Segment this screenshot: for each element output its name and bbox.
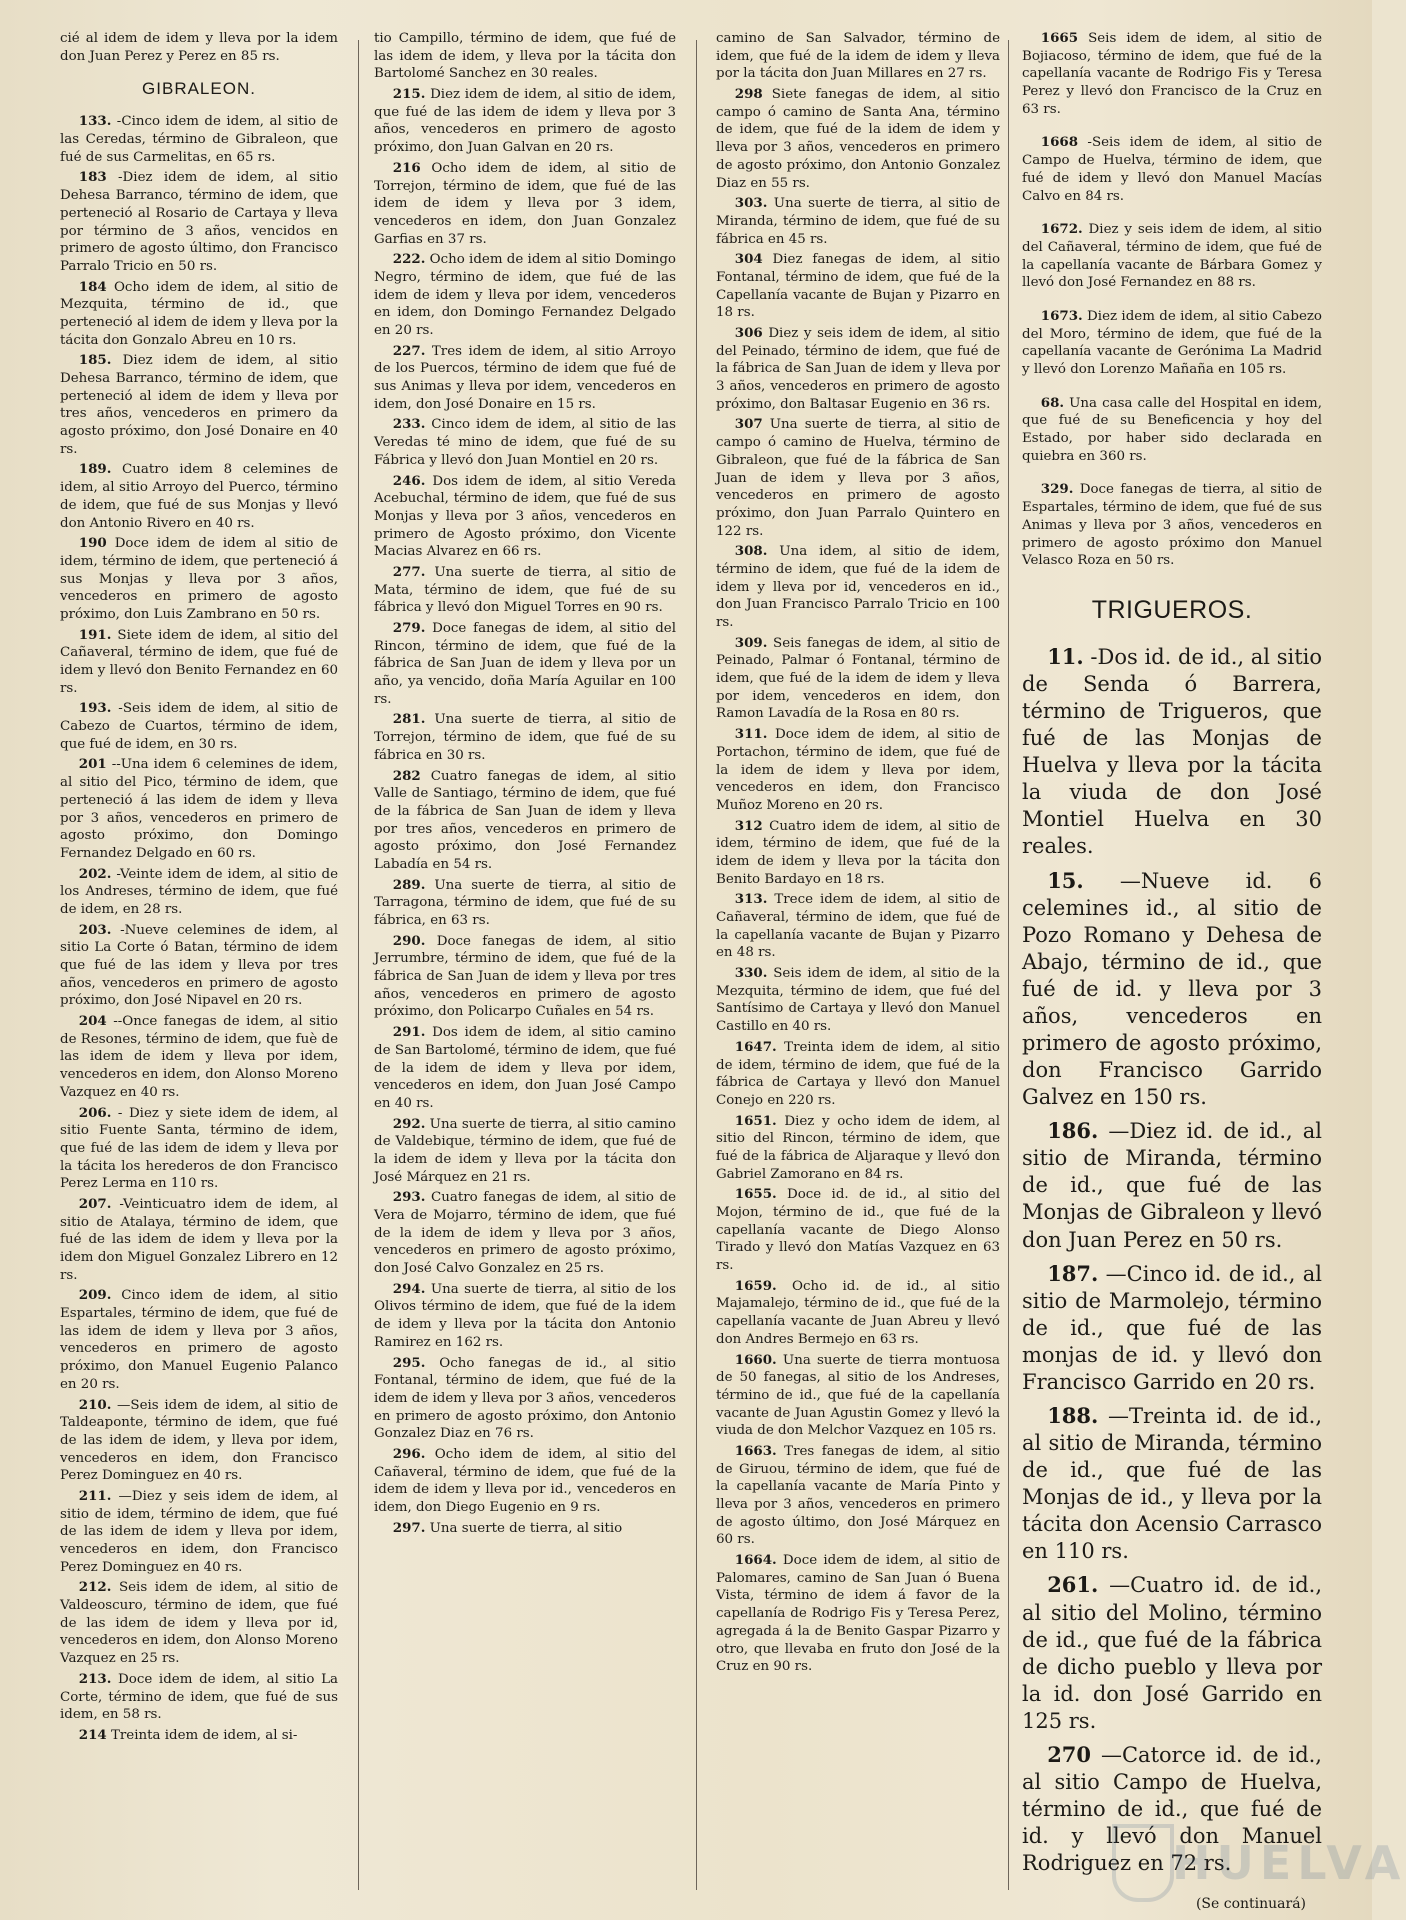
entry [716, 1039, 1000, 1110]
entry-number: 298 [734, 86, 763, 103]
entry-number: 233. [392, 416, 426, 433]
entry-number: 304 [734, 251, 763, 268]
shield-icon [1112, 1824, 1174, 1902]
entry [374, 620, 676, 708]
entry-text: —Cinco id. de id., al sitio de Marmolejo, término de id., que fué de las monjas de id. y llevó don Francisco Garrido en 20 rs. [1022, 1261, 1322, 1394]
entry-number: 187. [1047, 1260, 1099, 1286]
entry-text: Cinco idem de idem, al sitio de las Veredas té mino de idem, que fué de su Fábrica y llevó don Juan Montiel en 20 rs. [374, 417, 676, 468]
entry-number: 201 [78, 756, 107, 773]
entry [60, 1397, 338, 1485]
entry-text: Ocho id. de id., al sitio Majamalejo, término de id., que fué de la capellanía vacante de Juan Abreu y llevó don Andres Bermejo en 63 rs. [716, 1278, 1000, 1347]
entry [60, 1671, 338, 1724]
entry-text: Diez fanegas de idem, al sitio Fontanal, término de idem, que fué de la Capellanía vacante de Bujan y Pizarro en 18 rs. [716, 252, 1000, 321]
entry-text: Seis fanegas de idem, al sitio de Peinado, Palmar ó Fontanal, término de idem, que fué de la idem de idem y lleva por idem, vencederos en idem, don Ramon Lavadía de la Rosa en 80 rs. [716, 635, 1000, 722]
entry [60, 922, 338, 1010]
entry-text: Cuatro fanegas de idem, al sitio de Vera de Mojarro, término de idem, que fué de la idem de idem y lleva por 3 años, vencederos en primero de agosto próximo, don José Calvo Gonzalez en 25 rs. [374, 1190, 676, 1277]
entry-number: 212. [78, 1579, 112, 1596]
entry [1022, 1260, 1322, 1396]
entry-number: 1668 [1040, 134, 1079, 151]
entry-text: Cuatro idem 8 celemines de idem, al sitio Arroyo del Puerco, término de idem, que fué de sus Monjas y llevó don Antonio Rivero en 40 rs. [60, 462, 338, 531]
entry [1022, 643, 1322, 861]
entry [716, 818, 1000, 889]
continued-entry: tio Campillo, término de idem, que fué de las idem de idem, y lleva por la tácita don Bartolomé Sanchez en 30 reales. [374, 31, 676, 82]
entry-text: - Diez y siete idem de idem, al sitio Fuente Santa, término de idem, que fué de las idem de idem y lleva por la tácita los herederos de don Francisco Perez Lerma en 110 rs. [60, 1105, 338, 1192]
entry [716, 195, 1000, 248]
entry-text: Doce id. de id., al sitio del Mojon, término de id., que fué de la capellanía vacante de Diego Alonso Tirado y llevó don Matías Vazquez en 63 rs. [716, 1187, 1000, 1274]
column-4 [1022, 30, 1322, 1883]
entry-number: 303. [734, 195, 768, 212]
entry-number: 209. [78, 1287, 112, 1304]
entry-number: 186. [1047, 1118, 1099, 1144]
entry [60, 1105, 338, 1193]
entry-text: —Diez id. de id., al sitio de Miranda, término de id., que fué de las Monjas de Gibraleon y llevó don Juan Perez en 50 rs. [1022, 1119, 1322, 1252]
entry-text: Una suerte de tierra, al sitio de Tarragona, término de idem, que fué de su fábrica, en 63 rs. [374, 877, 676, 928]
entry-text: Cinco idem de idem, al sitio Espartales, término de idem, que fué de las idem de idem y lleva por 3 años, vencederos en primero de agosto próximo, don Manuel Eugenio Palanco en 20 rs. [60, 1288, 338, 1392]
entry-text: Ocho idem de idem, al sitio del Cañaveral, término de idem, que fué de la idem de idem y lleva por id., vencederos en idem, don Diego Eugenio en 9 rs. [374, 1446, 676, 1515]
entry [60, 535, 338, 623]
entry-number: 214 [78, 1726, 107, 1743]
entry [1022, 221, 1322, 292]
entry-list [716, 86, 1000, 1676]
entry-text: Ocho idem de idem, al sitio de Torrejon, término de idem, que fué de las idem de idem y lleva por 3 idem, vencederos en idem, don Juan Gonzalez Garfias en 37 rs. [374, 160, 676, 247]
entry [716, 1352, 1000, 1440]
entry-text: Diez y ocho idem de idem, al sitio del Rincon, término de idem, que fué de la fábrica de Aljaraque y llevó don Gabriel Zamorano en 84 rs. [716, 1113, 1000, 1182]
entry [716, 726, 1000, 814]
entry-number: 330. [734, 965, 768, 982]
entry [374, 416, 676, 469]
entry-text: Una suerte de tierra, al sitio de Mata, término de idem, que fué de su fábrica y llevó don Miguel Torres en 90 rs. [374, 564, 676, 616]
entry-number: 1660. [734, 1351, 777, 1368]
entry-text: Siete fanegas de idem, al sitio campo ó camino de Santa Ana, término de idem, que fué de la idem de idem y lleva por 3 años, vencederos en primero de agosto próximo, don Antonio Gonzalez Diaz en 55 rs. [716, 87, 1000, 191]
entry [716, 891, 1000, 962]
entry-text: Diez idem de idem, al sitio Cabezo del Moro, término de idem, que fué de la capellanía vacante de Gerónima La Madrid y llevó don Lorenzo Mañaña en 105 rs. [1022, 308, 1322, 377]
section-heading-trigueros: TRIGUEROS. [1091, 595, 1253, 624]
entry [374, 86, 676, 157]
entry-number: 185. [78, 352, 112, 369]
column-rule [696, 40, 697, 1890]
entry [374, 564, 676, 617]
entry-number: 312 [734, 817, 763, 834]
entry [374, 877, 676, 930]
entry-number: 227. [392, 342, 426, 359]
entry [1022, 30, 1322, 118]
entry [374, 768, 676, 874]
entry-list [1022, 30, 1322, 570]
entry-number: 1659. [734, 1277, 777, 1294]
entry-text: Tres idem de idem, al sitio Arroyo de los Puercos, término de idem que fué de sus Animas y lleva por idem, vencederos en idem, don José Donaire en 15 rs. [374, 343, 676, 412]
entry-number: 206. [78, 1104, 112, 1121]
entry-text: Seis idem de idem, al sitio de Bojiacoso, término de idem, que fué de la capellanía vacante de Rodrigo Fis y Teresa Perez y llevó don Francisco de la Cruz en 63 rs. [1022, 31, 1322, 117]
entry [1022, 308, 1322, 379]
entry [60, 866, 338, 919]
entry [716, 635, 1000, 723]
entry-number: 189. [78, 461, 112, 478]
entry [60, 113, 338, 166]
entry [60, 1488, 338, 1576]
entry-number: 133. [78, 113, 112, 130]
continued-entry: camino de San Salvador, término de idem, que fué de la idem de idem y lleva por la tácita don Juan Millares en 27 rs. [716, 31, 1000, 82]
entry-text: -Diez idem de idem, al sitio Dehesa Barranco, término de idem, que perteneció al Rosario de Cartaya y lleva por término de 3 años, vencidos en primero de agosto último, don Francisco Parralo Tricio en 50 rs. [60, 170, 338, 274]
entry-text: Doce fanegas de tierra, al sitio de Espartales, término de idem, que fué de sus Animas y lleva por 3 años, vencederos en primero de agosto próximo don Manuel Velasco Roza en 50 rs. [1022, 482, 1322, 569]
entry-number: 297. [392, 1519, 426, 1536]
entry-text: Diez idem de idem, al sitio Dehesa Barranco, término de idem, que perteneció al idem de idem y lleva por tres años, vencederos en primero da agosto próximo, don José Donaire en 40 rs. [60, 353, 338, 457]
entry [716, 325, 1000, 413]
entry-number: 1663. [734, 1442, 777, 1459]
entry-number: 294. [392, 1280, 426, 1297]
entry [1022, 1402, 1322, 1565]
entry [374, 1355, 676, 1443]
entry-text: Ocho fanegas de id., al sitio Fontanal, término de idem, que fué de la idem de idem y lleva por 3 años, vencederos en primero de agosto próximo, don Antonio Gonzalez Diaz en 76 rs. [374, 1355, 676, 1442]
entry-text: --Once fanegas de idem, al sitio de Resones, término de idem, que fuè de las idem de idem y lleva por idem, vencederos en idem, don Alonso Moreno Vazquez en 40 rs. [60, 1014, 338, 1100]
entry-text: Doce idem de idem, al sitio La Corte, término de idem, que fué de sus idem, en 58 rs. [60, 1671, 338, 1723]
entry-text: Diez y seis idem de idem, al sitio del Peinado, término de idem, que fué de la fábrica de San Juan de idem y lleva por 3 años, vencederos en primero de agosto próximo, don Baltasar Eugenio en 36 rs. [716, 326, 1000, 412]
entry [716, 251, 1000, 322]
entry [1022, 867, 1322, 1112]
entry-number: 296. [392, 1445, 426, 1462]
entry-text: Seis idem de idem, al sitio de la Mezquita, término de idem, que fué del Santísimo de Cartaya y llevó don Manuel Castillo en 40 rs. [716, 966, 1000, 1035]
entry [60, 352, 338, 458]
entry [716, 1186, 1000, 1274]
entry-text: Ocho idem de idem, al sitio de Mezquita, término de id., que perteneció al idem de idem y lleva por la tácita don Gonzalo Abreu en 10 rs. [60, 279, 338, 348]
archive-watermark [1072, 1776, 1406, 1916]
entry [716, 416, 1000, 540]
entry [374, 1281, 676, 1352]
entry-number: 1673. [1040, 307, 1083, 324]
entry-number: 15. [1047, 867, 1084, 893]
entry [60, 1196, 338, 1284]
entry-number: 282 [392, 767, 421, 784]
column-2 [374, 30, 676, 1540]
entry [716, 86, 1000, 192]
entry-text: —Treinta id. de id., al sitio de Miranda, término de id., que fué de las Monjas de id., y lleva por la tácita don Acensio Carrasco en 110 rs. [1022, 1403, 1322, 1564]
entry-text: Ocho idem de idem al sitio Domingo Negro, término de idem, que fué de las idem de idem y lleva por idem, vencederos en idem, don Domingo Fernandez Delgado en 20 rs. [374, 252, 676, 338]
entry [60, 279, 338, 350]
entry-number: 311. [734, 726, 768, 743]
entry-text: Diez y seis idem de idem, al sitio del Cañaveral, término de idem, que fué de la capellanía vacante de Bárbara Gomez y llevó don José Fernandez en 88 rs. [1022, 222, 1322, 291]
entry-number: 307 [734, 416, 763, 433]
entry-text: —Diez y seis idem de idem, al sitio de idem, término de idem, que fué de las idem de idem y lleva por idem, vencederos en idem, don Francisco Perez Dominguez en 40 rs. [60, 1488, 338, 1575]
entry-number: 313. [734, 891, 768, 908]
entry-text: -Dos id. de id., al sitio de Senda ó Barrera, término de Trigueros, que fué de las Monjas de Huelva y lleva por la tácita la viuda de don José Montiel Huelva en 30 reales. [1022, 644, 1322, 859]
entry-number: 279. [392, 620, 426, 636]
entry-text: -Seis idem de idem, al sitio de Campo de Huelva, término de idem, que fué de idem y llevó don Manuel Macías Calvo en 84 rs. [1022, 135, 1322, 204]
entry-number: 292. [392, 1115, 426, 1132]
entry-number: 1655. [734, 1186, 777, 1203]
entry [374, 1116, 676, 1187]
entry [60, 627, 338, 698]
entry-number: 204 [78, 1013, 107, 1030]
continued-entry: cié al idem de idem y lleva por la idem don Juan Perez y Perez en 85 rs. [60, 31, 338, 64]
entry [716, 1113, 1000, 1184]
entry-text: Treinta idem de idem, al sitio de idem, término de idem, que fué de la fábrica de Cartaya y llevó don Manuel Conejo en 220 rs. [716, 1039, 1000, 1108]
entry-number: 306 [734, 325, 763, 341]
column-1 [60, 30, 338, 1748]
entry-number: 213. [78, 1670, 112, 1687]
entry-list [1022, 643, 1322, 1877]
entry-text: Cuatro fanegas de idem, al sitio Valle de Santiago, término de idem, que fué de la fábrica de San Juan de idem y lleva por tres años, vencederos en primero de agosto próximo, don José Fernandez Labadía en 54 rs. [374, 768, 676, 872]
entry [374, 1520, 676, 1538]
entry-number: 309. [734, 634, 768, 651]
column-rule [1008, 40, 1009, 1890]
entry-number: 295. [392, 1354, 426, 1371]
entry-text: Una suerte de tierra montuosa de 50 fanegas, al sitio de los Andreses, término de id., que fué de la capellanía vacante de Juan Agustin Gomez y llevó la viuda de don Melchor Vazquez en 105 rs. [716, 1352, 1000, 1439]
entry [1022, 1571, 1322, 1734]
entry-number: 211. [78, 1487, 112, 1504]
entry-number: 281. [392, 711, 426, 728]
entry-text: Siete idem de idem, al sitio del Cañaveral, término de idem, que fué de idem y llevó don Benito Fernandez en 60 rs. [60, 627, 338, 696]
entry [716, 1278, 1000, 1349]
entry-text: Doce idem de idem, al sitio de Palomares, camino de San Juan ó Buena Vista, término de idem á favor de la capellanía de Rodrigo Fis y Teresa Perez, agregada á la de Benito Gaspar Pizarro y otro, que llevaba en fruto don José de la Cruz en 90 rs. [716, 1553, 1000, 1675]
entry-number: 1647. [734, 1038, 777, 1055]
entry-text: Dos idem de idem, al sitio camino de San Bartolomé, término de idem, que fué de la idem de idem y lleva por idem, vencederos en idem, don Juan José Campo en 40 rs. [374, 1025, 676, 1111]
entry-number: 190 [78, 535, 107, 552]
entry [716, 1443, 1000, 1549]
entry-text: -Veinticuatro idem de idem, al sitio de Atalaya, término de idem, que fué de las idem de idem y lleva por la idem don Miguel Gonzalez Librero en 12 rs. [60, 1196, 338, 1283]
entry-text: Una suerte de tierra, al sitio de Torrejon, término de idem, que fué de su fábrica en 30 rs. [374, 712, 676, 763]
entry-text: --Una idem 6 celemines de idem, al sitio del Pico, término de idem, que perteneció á las idem de idem y lleva por 3 años, vencederos en primero de agosto próximo, don Domingo Fernandez Delgado en 60 rs. [60, 757, 338, 861]
entry [374, 343, 676, 414]
entry [60, 461, 338, 532]
entry-text: -Cinco idem de idem, al sitio de las Ceredas, término de Gibraleon, que fué de sus Carmelitas, en 65 rs. [60, 114, 338, 165]
entry-number: 290. [392, 932, 426, 949]
entry-text: Una suerte de tierra, al sitio de los Olivos término de idem, que fué de la idem de idem y lleva por la tácita don Antonio Ramirez en 162 rs. [374, 1281, 676, 1350]
entry [60, 1013, 338, 1101]
entry [1022, 395, 1322, 466]
entry-number: 191. [78, 626, 112, 643]
section-heading-gibraleon: GIBRALEON. [142, 79, 256, 99]
watermark-text: HUELVA [1172, 1836, 1406, 1890]
entry-number: 68. [1040, 394, 1065, 411]
entry-text: Una suerte de tierra, al sitio de Miranda, término de idem, que fué de su fábrica en 45 rs. [716, 196, 1000, 247]
entry-number: 215. [392, 86, 426, 103]
entry [60, 756, 338, 862]
entry-number: 11. [1047, 643, 1084, 669]
entry-text: Diez idem de idem, al sitio de idem, que fué de las idem de idem y lleva por 3 años, vencederos en primero de agosto próximo, don Juan Galvan en 20 rs. [374, 87, 676, 156]
entry-text: Una idem, al sitio de idem, término de idem, que fué de la idem de idem y lleva por id, vencederos en id., don Juan Francisco Parralo Tricio en 100 rs. [716, 544, 1000, 630]
entry-text: —Seis idem de idem, al sitio de Taldeaponte, término de idem, que fué de las idem de idem, y lleva por idem, vencederos en idem, don Francisco Perez Dominguez en 40 rs. [60, 1397, 338, 1484]
entry-text: Cuatro idem de idem, al sitio de idem, término de idem, que fué de la idem de idem y lleva por la tácita don Benito Bardayo en 18 rs. [716, 818, 1000, 887]
entry-number: 1651. [734, 1112, 777, 1129]
entry-number: 291. [392, 1024, 426, 1041]
entry [60, 700, 338, 753]
entry-text: —Cuatro id. de id., al sitio del Molino, término de id., que fué de la fábrica de dicho pueblo y lleva por la id. don José Garrido en 125 rs. [1022, 1573, 1322, 1733]
entry [374, 933, 676, 1021]
entry [374, 251, 676, 339]
entry-text: Una suerte de tierra, al sitio [425, 1520, 623, 1536]
entry-number: 222. [392, 251, 426, 268]
entry [60, 1579, 338, 1667]
entry-text: Treinta idem de idem, al si- [106, 1727, 298, 1743]
entry-number: 308. [734, 543, 768, 560]
entry [60, 1727, 338, 1745]
entry-text: Una casa calle del Hospital en idem, que fué de su Beneficencia y hoy del Estado, por haber sido declarada en quiebra en 360 rs. [1022, 395, 1322, 464]
entry-text: -Veinte idem de idem, al sitio de los Andreses, término de idem, que fué de idem, en 28 rs. [60, 866, 338, 917]
entry-text: —Catorce id. de id., al sitio Campo de Huelva, término de id., que fué de id. y llevó don Manuel Rodriguez en 72 rs. [1022, 1742, 1322, 1876]
entry-number: 329. [1040, 481, 1074, 498]
entry [374, 160, 676, 248]
column-3 [716, 30, 1000, 1679]
entry [374, 1189, 676, 1277]
entry-list [60, 113, 338, 1744]
entry-number: 184 [78, 278, 107, 295]
entry [716, 1552, 1000, 1676]
entry-text: -Nueve celemines de idem, al sitio La Corte ó Batan, término de idem que fué de las idem y lleva por tres años, vencederos en primero de agosto próximo, don José Nipavel en 20 rs. [60, 922, 338, 1009]
entry-number: 207. [78, 1195, 112, 1212]
entry-number: 293. [392, 1189, 426, 1206]
entry-text: Doce fanegas de idem, al sitio Jerrumbre, término de idem, que fué de la fábrica de San Juan de idem y lleva por tres años, vencederos en primero de agosto próximo, don Policarpo Cuñales en 54 rs. [374, 933, 676, 1020]
entry-text: -Seis idem de idem, al sitio de Cabezo de Cuartos, término de idem, que fué de idem, en 30 rs. [60, 701, 338, 752]
entry [1022, 134, 1322, 205]
entry-number: 183 [78, 169, 107, 186]
entry [374, 1446, 676, 1517]
column-rule [358, 40, 359, 1890]
continuation-note: (Se continuará) [1195, 1896, 1306, 1912]
entry-number: 202. [78, 865, 112, 882]
entry-number: 289. [392, 876, 426, 893]
entry-text: Una suerte de tierra, al sitio de campo ó camino de Huelva, término de Gibraleon, que fué de la fábrica de San Juan de idem y lleva por 3 años, vencederos en primero de agosto próximo, don Juan Parralo Quintero en 122 rs. [716, 417, 1000, 539]
entry-text: Trece idem de idem, al sitio de Cañaveral, término de idem, que fué de la capellanía vacante de Bujan y Pizarro en 48 rs. [716, 892, 1000, 961]
entry-text: Una suerte de tierra, al sitio camino de Valdebique, término de idem, que fué de la idem de idem y lleva por la tácita don José Márquez en 21 rs. [374, 1116, 676, 1185]
entry-number: 246. [392, 472, 426, 489]
entry [1022, 1117, 1322, 1253]
entry [374, 1024, 676, 1112]
entry-number: 210. [78, 1396, 112, 1413]
entry-text: Seis idem de idem, al sitio de Valdeoscuro, término de idem, que fué de las idem de idem y lleva por id, vencederos en idem, don Alonso Moreno Vazquez en 25 rs. [60, 1580, 338, 1667]
entry [374, 473, 676, 561]
entry-number: 270 [1047, 1741, 1092, 1767]
entry-text: Doce idem de idem, al sitio de Portachon, término de idem, que fué de la idem de idem y lleva por idem, vencederos en idem, don Francisco Muñoz Moreno en 20 rs. [716, 727, 1000, 813]
entry-text: Tres fanegas de idem, al sitio de Giruou, término de idem, que fué de la capellanía vacante de María Pinto y lleva por 3 años, vencederos en primero de agosto último, don José Márquez en 60 rs. [716, 1443, 1000, 1548]
entry-list [374, 86, 676, 1537]
entry-number: 193. [78, 700, 112, 717]
entry-number: 216 [392, 159, 421, 176]
entry [374, 711, 676, 764]
entry [60, 169, 338, 275]
entry-text: Doce fanegas de idem, al sitio del Rincon, término de idem, que fué de la fábrica de San Juan de idem y lleva por un año, ya vencido, doña María Aguilar en 100 rs. [374, 621, 676, 707]
entry-text: —Nueve id. 6 celemines id., al sitio de Pozo Romano y Dehesa de Abajo, término de id., que fué de id. y lleva por 3 años, vencederos en primero de agosto próximo, don Francisco Garrido Galvez en 150 rs. [1022, 868, 1322, 1110]
entry [716, 965, 1000, 1036]
entry [1022, 481, 1322, 569]
entry-text: Dos idem de idem, al sitio Vereda Acebuchal, término de idem, que fué de sus Monjas y lleva por 3 años, vencederos en primero de Agosto próximo, don Vicente Macias Alvarez en 66 rs. [374, 473, 676, 560]
entry-number: 1664. [734, 1552, 777, 1569]
entry-number: 261. [1047, 1572, 1099, 1598]
entry [716, 543, 1000, 631]
entry-number: 1665 [1040, 30, 1079, 46]
entry [60, 1287, 338, 1393]
entry-number: 188. [1047, 1402, 1099, 1428]
entry-number: 277. [392, 563, 426, 580]
entry-text: Doce idem de idem al sitio de idem, término de idem, que perteneció á sus Monjas y lleva por 3 años, vencederos en primero de agosto próximo, don Luis Zambrano en 50 rs. [60, 536, 338, 622]
entry-number: 1672. [1040, 221, 1083, 238]
entry-number: 203. [78, 921, 112, 938]
